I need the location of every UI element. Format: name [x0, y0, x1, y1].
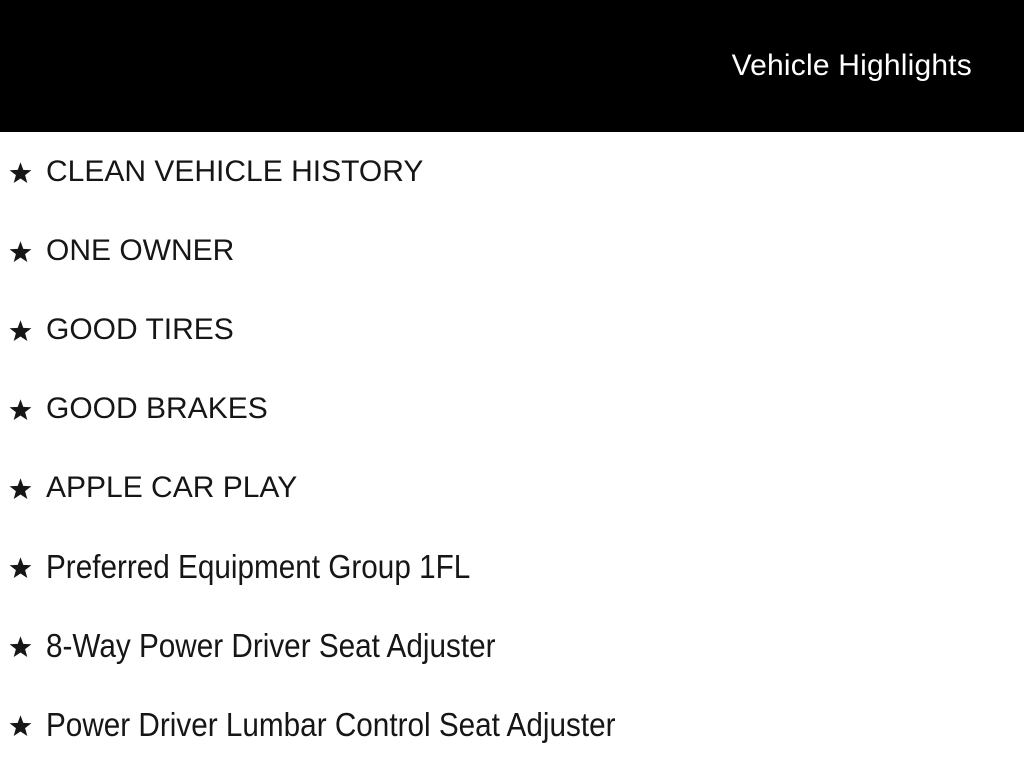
list-item: [0, 211, 1024, 290]
page-title: Vehicle Highlights: [731, 49, 972, 82]
list-item: [0, 527, 1024, 606]
star-icon: [9, 556, 32, 579]
list-item-label: Preferred Equipment Group 1FL: [46, 547, 471, 585]
list-item-label: ONE OWNER: [46, 233, 235, 267]
list-item-label: APPLE CAR PLAY: [46, 470, 298, 504]
list-item: [0, 290, 1024, 369]
list-item-label: GOOD TIRES: [46, 312, 234, 346]
list-item-label: GOOD BRAKES: [46, 391, 268, 425]
star-icon: [9, 477, 32, 500]
star-icon: [9, 714, 32, 737]
star-icon: [9, 319, 32, 342]
highlights-list: [0, 132, 1024, 764]
star-icon: [9, 240, 32, 263]
header-bar: [0, 0, 1024, 132]
list-item: [0, 606, 1024, 685]
list-item-label: CLEAN VEHICLE HISTORY: [46, 154, 424, 188]
star-icon: [9, 161, 32, 184]
list-item-label: 8-Way Power Driver Seat Adjuster: [46, 626, 496, 664]
star-icon: [9, 635, 32, 658]
list-item: [0, 369, 1024, 448]
list-item: [0, 132, 1024, 211]
list-item: [0, 448, 1024, 527]
list-item-label: Power Driver Lumbar Control Seat Adjuster: [46, 705, 616, 743]
star-icon: [9, 398, 32, 421]
list-item: [0, 685, 1024, 764]
